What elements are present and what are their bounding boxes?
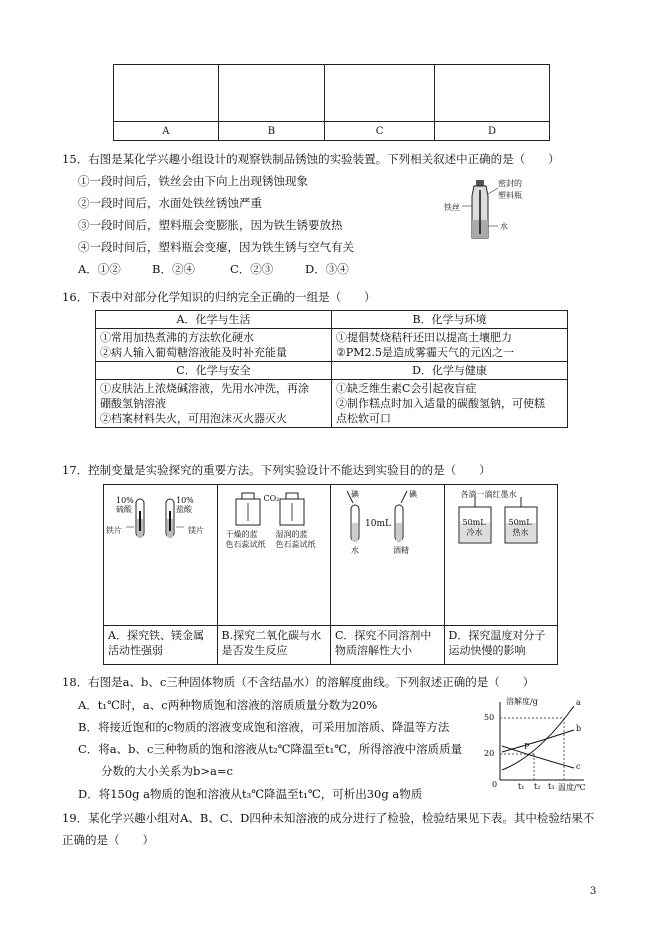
- q16-a-line-1: ①常用加热煮沸的方法软化硬水: [100, 331, 254, 344]
- figA-acid1b: 硫酸: [116, 505, 132, 514]
- cell-d-image: [435, 65, 550, 122]
- q15-bottle-figure: [438, 176, 538, 248]
- q17-stem: 17．控制变量是实验探究的重要方法。下列实验设计不能达到实验目的的是（ ）: [62, 463, 491, 477]
- label-b: B: [218, 122, 324, 141]
- q18-solubility-chart: [478, 696, 588, 794]
- chart-origin: 0: [492, 780, 498, 789]
- chart-ytick-50: 50: [484, 713, 495, 722]
- q15-option-d: D．③④: [305, 262, 349, 276]
- q16-head-c: C．化学与安全: [96, 362, 332, 380]
- figC-iodine1: 碘: [351, 490, 359, 499]
- q18-stem: 18．右图是a、b、c三种固体物质（不含结晶水）的溶解度曲线。下列叙述正确的是（ ）: [62, 675, 535, 689]
- q16-d-line-2: ②制作糕点时加入适量的碳酸氢钠，可使糕: [336, 397, 545, 410]
- figD-b1: 冷水: [466, 528, 483, 537]
- answer-table: [113, 64, 550, 141]
- page-number: 3: [590, 886, 597, 897]
- q16-c-line-3: ②档案材料失火，可用泡沫灭火器灭火: [100, 412, 287, 425]
- curve-a-label: a: [576, 698, 581, 707]
- q18-item-c: C．将a、b、c三种物质的饱和溶液从t₂℃降温至t₁℃，所得溶液中溶质质量: [78, 742, 463, 756]
- chart-ylabel: 溶解度/g: [506, 697, 538, 706]
- q15-option-c: C．②③: [230, 262, 274, 276]
- q16-head-d: D．化学与健康: [332, 362, 568, 380]
- figB-gas: CO₂: [263, 494, 280, 503]
- cell-a-image: [114, 65, 219, 122]
- cap-b-2: 是否发生反应: [221, 644, 288, 657]
- q16-a-line-2: ②病人输入葡萄糖溶液能及时补充能量: [100, 346, 287, 359]
- q18-item-c2: 分数的大小关系为b>a=c: [78, 764, 233, 778]
- q18-item-d: D．将150g a物质的饱和溶液从t₃℃降温至t₁℃，可析出30g a物质: [78, 787, 423, 801]
- q16-d-line-3: 点松软可口: [336, 412, 391, 425]
- cap-a-2: 活动性强弱: [108, 644, 163, 657]
- figD-b1vol: 50mL: [462, 518, 486, 527]
- q17-fig-d: [444, 485, 558, 626]
- bottle-label-1: 密封的: [498, 179, 522, 188]
- cap-a-1: A．探究铁、镁金属: [108, 629, 204, 642]
- cap-c-1: C．探究不同溶剂中: [335, 629, 432, 642]
- figB-paper1a: 干燥的蓝: [225, 530, 258, 539]
- figA-acid1: 10%: [116, 496, 134, 505]
- q19-line-1: 19．某化学兴趣小组对A、B、C、D四种未知溶液的成分进行了检验，检验结果见下表。其中检验结果不: [62, 811, 595, 825]
- q16-d-line-1: ①缺乏维生素C会引起夜盲症: [336, 382, 477, 395]
- q17-table: [103, 484, 558, 665]
- figD-b2vol: 50mL: [508, 518, 532, 527]
- figB-paper2b: 色石蕊试纸: [275, 540, 316, 549]
- curve-c-label: c: [576, 762, 581, 771]
- q15-item-2: ②一段时间后，水面处铁丝锈蚀严重: [78, 196, 262, 210]
- wire-label: 铁丝: [444, 203, 460, 212]
- chart-point-p: P: [524, 742, 530, 751]
- cap-c-2: 物质溶解性大小: [335, 644, 412, 657]
- figC-iodine2: 碘: [409, 490, 417, 499]
- q18-item-a: A．t₁℃时，a、c两种物质饱和溶液的溶质质量分数为20%: [78, 698, 378, 712]
- cap-d-1: D．探究温度对分子: [448, 629, 546, 642]
- q19-line-2: 正确的是（ ）: [62, 833, 154, 847]
- q16-cell-d: [332, 380, 568, 428]
- q17-caption-c: [331, 626, 445, 665]
- q17-caption-b: [217, 626, 331, 665]
- cap-b-1: B.探究二氧化碳与水: [221, 629, 322, 642]
- chart-xtick-t1: t₁: [518, 782, 525, 791]
- figC-solvent1: 水: [351, 546, 359, 555]
- cap-d-2: 运动快慢的影响: [448, 644, 526, 657]
- figA-acid2b: 盐酸: [176, 505, 192, 514]
- cell-b-image: [218, 65, 324, 122]
- q16-cell-b: [332, 329, 568, 362]
- q15-item-4: ④一段时间后，塑料瓶会变瘪，因为铁生锈与空气有关: [78, 240, 354, 254]
- q15-item-1: ①一段时间后，铁丝会由下向上出现锈蚀现象: [78, 174, 308, 188]
- q17-caption-d: [444, 626, 558, 665]
- label-d: D: [435, 122, 550, 141]
- figA-metal2: 镁片: [188, 526, 204, 535]
- figD-title: 各滴一滴红墨水: [460, 490, 517, 499]
- q16-c-line-2: 硼酸氢钠溶液: [100, 397, 166, 410]
- q16-cell-c: [96, 380, 332, 428]
- bottle-label-2: 塑料瓶: [498, 191, 522, 200]
- curve-b-label: b: [576, 724, 582, 733]
- q17-caption-a: [104, 626, 218, 665]
- figA-metal1: 铁片: [106, 526, 122, 535]
- chart-xtick-t3: t₃: [548, 782, 555, 791]
- q17-fig-b: [217, 485, 331, 626]
- figC-solvent2: 酒精: [393, 546, 409, 555]
- q15-option-a: A．①②: [78, 262, 121, 276]
- cell-c-image: [325, 65, 435, 122]
- label-c: C: [325, 122, 435, 141]
- q15-option-b: B．②④: [152, 262, 195, 276]
- q16-c-line-1: ①皮肤沾上浓烧碱溶液，先用水冲洗，再涂: [100, 382, 309, 395]
- figD-b2: 热水: [512, 528, 529, 537]
- q15-item-3: ③一段时间后，塑料瓶会变膨胀，因为铁生锈要放热: [78, 218, 343, 232]
- label-a: A: [114, 122, 219, 141]
- q16-head-a: A．化学与生活: [96, 311, 332, 329]
- q16-b-line-1: ①提倡焚烧秸秆还田以提高土壤肥力: [336, 331, 512, 344]
- q16-stem: 16．下表中对部分化学知识的归纳完全正确的一组是（ ）: [62, 290, 376, 304]
- figB-paper1b: 色石蕊试纸: [225, 540, 266, 549]
- chart-xtick-t2: t₂: [534, 782, 541, 791]
- q17-fig-a: [104, 485, 218, 626]
- chart-ytick-20: 20: [484, 749, 495, 758]
- q16-b-line-2: ②PM2.5是造成雾霾天气的元凶之一: [336, 346, 515, 359]
- figB-paper2a: 湿润的蓝: [275, 530, 308, 539]
- q15-stem: 15．右图是某化学兴趣小组设计的观察铁制品锈蚀的实验装置。下列相关叙述中正确的是（ ）: [62, 152, 560, 166]
- q17-fig-c: [331, 485, 445, 626]
- figC-volume: 10mL: [365, 519, 391, 529]
- q16-head-b: B．化学与环境: [332, 311, 568, 329]
- chart-xlabel: 温度/℃: [558, 783, 586, 792]
- water-label: 水: [500, 222, 508, 231]
- q16-table: [95, 310, 568, 428]
- q16-cell-a: [96, 329, 332, 362]
- q18-item-b: B．将接近饱和的c物质的溶液变成饱和溶液，可采用加溶质、降温等方法: [78, 720, 450, 734]
- figA-acid2: 10%: [176, 496, 194, 505]
